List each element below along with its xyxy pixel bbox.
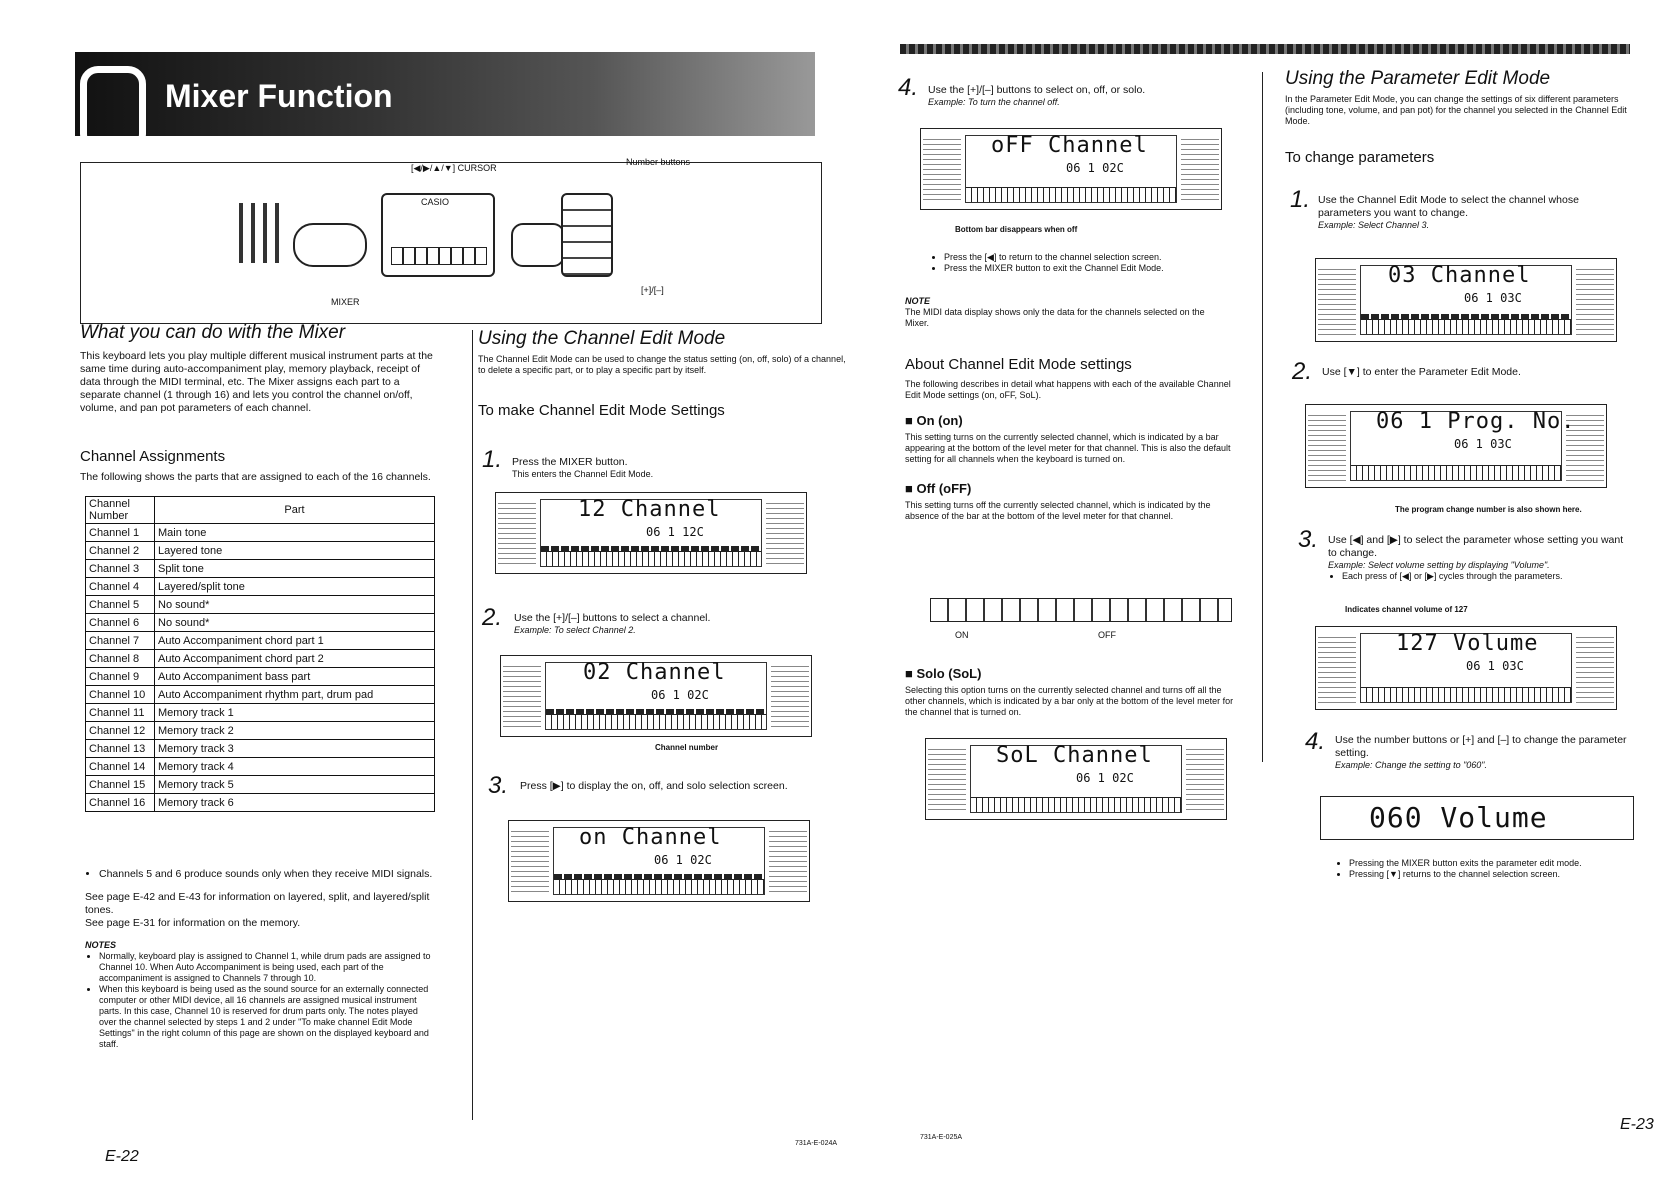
plus-minus-label: [+]/[–] xyxy=(641,285,664,295)
step-1-sub: This enters the Channel Edit Mode. xyxy=(512,469,654,479)
step-1-text: Press the MIXER button. xyxy=(512,456,628,468)
lcd-step-3 xyxy=(508,820,810,902)
table-row xyxy=(86,776,435,794)
part-cell: Auto Accompaniment bass part xyxy=(155,668,435,686)
table-row xyxy=(86,560,435,578)
step-2 xyxy=(514,612,844,636)
lcd-step-1-sub: 06 1 12C xyxy=(646,525,704,539)
assign-body: The following shows the parts that are assigned to each of the 16 channels. xyxy=(80,471,431,483)
what-body: This keyboard lets you play multiple different musical instrument parts at the same time during auto-accompaniment play, memory playback, receipt of data through the MIDI terminal, etc. The Mixer assigns each part to a separate channel (1 through 16) and lets you control the channel on/off, volume, and pan pot parameters of each channel. xyxy=(80,350,433,414)
step-4-number: 4. xyxy=(898,74,919,101)
lcd-step-3-text: on Channel xyxy=(579,825,722,850)
part-cell: Auto Accompaniment rhythm part, drum pad xyxy=(155,686,435,704)
bullet-return: • Press the [◀] to return to the channel selection screen. xyxy=(944,252,1244,263)
lcd-step-2 xyxy=(500,655,812,737)
head-channel: Channel Number xyxy=(86,497,155,524)
p-step-4-text: Use the number buttons or [+] and [–] to change the parameter setting. xyxy=(1335,734,1627,759)
channel-cell: Channel 9 xyxy=(86,668,155,686)
p-step-3-text: Use [◀] and [▶] to select the parameter whose setting you want to change. xyxy=(1328,534,1624,559)
channel-cell: Channel 13 xyxy=(86,740,155,758)
table-row xyxy=(86,632,435,650)
lcd-p-step-2 xyxy=(1305,404,1607,488)
solo-body: Selecting this option turns on the currently selected channel and turns off all the other channels, which is indicated by a bar only at the bottom of the level meter for the channel that is turned on. xyxy=(905,685,1234,717)
table-row xyxy=(86,542,435,560)
lcd-solo-text: SoL Channel xyxy=(996,743,1153,768)
table-row xyxy=(86,758,435,776)
channel-cell: Channel 10 xyxy=(86,686,155,704)
p-step-3 xyxy=(1328,534,1628,582)
code-left: 731A-E-024A xyxy=(795,1140,838,1147)
on-title: ■ On (on) xyxy=(905,413,963,428)
p-step-3-number: 3. xyxy=(1298,526,1319,553)
page-title: Mixer Function xyxy=(165,78,393,114)
solo-title: ■ Solo (SoL) xyxy=(905,666,982,681)
part-cell: Layered/split tone xyxy=(155,578,435,596)
table-row xyxy=(86,794,435,812)
speaker-left xyxy=(293,223,367,267)
code-right: 731A-E-025A xyxy=(920,1134,963,1141)
p-step-1-number: 1. xyxy=(1290,186,1311,213)
step-4-example: Example: To turn the channel off. xyxy=(928,97,1060,107)
about-section xyxy=(905,356,1235,522)
lcd-p-step-2-text: 06 1 Prog. No. xyxy=(1376,409,1576,434)
lcd-step-3-sub: 06 1 02C xyxy=(654,853,712,867)
what-title: What you can do with the Mixer xyxy=(80,322,346,343)
bullet-exit-param: • Pressing the MIXER button exits the parameter edit mode. xyxy=(1349,858,1649,869)
step-1 xyxy=(512,456,842,480)
off-label: OFF xyxy=(1098,630,1116,640)
see-e31: See page E-31 for information on the memory. xyxy=(85,917,301,929)
level-meter-strip xyxy=(930,598,1232,622)
channel-number-caption: Channel number xyxy=(655,743,719,752)
bullet-exit: • Press the MIXER button to exit the Channel Edit Mode. xyxy=(944,263,1244,274)
lcd-step-2-text: 02 Channel xyxy=(583,660,726,685)
step-4-bullets xyxy=(930,252,1244,274)
part-cell: No sound* xyxy=(155,614,435,632)
lcd-p-step-1-sub: 06 1 03C xyxy=(1464,291,1522,305)
p-step-2-text: Use [▼] to enter the Parameter Edit Mode. xyxy=(1322,366,1521,378)
solo-section xyxy=(905,666,1235,718)
keyboard-diagram xyxy=(80,157,822,324)
channel-cell: Channel 8 xyxy=(86,650,155,668)
lcd-step-4 xyxy=(920,128,1222,210)
solo-title-text: Solo (SoL) xyxy=(916,666,982,681)
part-cell: Memory track 4 xyxy=(155,758,435,776)
note-1: • Normally, keyboard play is assigned to Channel 1, while drum pads are assigned to Channel 10. When Auto Accompaniment is being used, each part of the accompaniment is assigned to Channels 7 through 10. xyxy=(99,951,435,984)
see-e42: See page E-42 and E-43 for information on layered, split, and layered/split tones. xyxy=(85,891,430,916)
part-cell: Split tone xyxy=(155,560,435,578)
make-settings-title: To make Channel Edit Mode Settings xyxy=(478,402,725,419)
channel-table xyxy=(85,496,435,812)
table-row xyxy=(86,596,435,614)
note-text: The MIDI data display shows only the data for the channels selected on the Mixer. xyxy=(905,307,1205,328)
mixer-label: MIXER xyxy=(331,297,360,307)
table-row xyxy=(86,686,435,704)
panel-buttons xyxy=(391,247,487,265)
channel-cell: Channel 11 xyxy=(86,704,155,722)
step-1-number: 1. xyxy=(482,446,503,473)
channel-cell: Channel 16 xyxy=(86,794,155,812)
head-part: Part xyxy=(155,497,435,524)
brand-logo: CASIO xyxy=(421,197,450,207)
number-keypad xyxy=(561,193,613,277)
step-4 xyxy=(928,84,1228,108)
panel-display xyxy=(381,193,495,277)
p-step-4-example: Example: Change the setting to "060". xyxy=(1335,760,1487,770)
table-row xyxy=(86,524,435,542)
cursor-pad xyxy=(511,223,565,267)
off-title: ■ Off (oFF) xyxy=(905,481,972,496)
page-number-right: E-23 xyxy=(1620,1116,1654,1133)
volume-note: Indicates channel volume of 127 xyxy=(1345,605,1468,614)
channel-cell: Channel 14 xyxy=(86,758,155,776)
on-title-text: On (on) xyxy=(916,413,963,428)
channel-cell: Channel 5 xyxy=(86,596,155,614)
lcd-p-step-4-text: 060 Volume xyxy=(1369,801,1548,834)
channel-cell: Channel 12 xyxy=(86,722,155,740)
p-step-1-text: Use the Channel Edit Mode to select the channel whose parameters you want to change. xyxy=(1318,194,1579,219)
on-body: This setting turns on the currently selected channel, which is indicated by a bar appearing at the bottom of the level meter for that channel. This is also the default setting for all channels when the keyboard is turned on. xyxy=(905,432,1231,464)
lcd-solo-sub: 06 1 02C xyxy=(1076,771,1134,785)
p-step-4-number: 4. xyxy=(1305,728,1326,755)
sliders xyxy=(231,203,279,263)
channel-cell: Channel 6 xyxy=(86,614,155,632)
about-title: About Channel Edit Mode settings xyxy=(905,356,1132,373)
cursor-label: [◀/▶/▲/▼] CURSOR xyxy=(411,163,497,173)
note-title: NOTE xyxy=(905,296,931,306)
footnote: • Channels 5 and 6 produce sounds only when they receive MIDI signals. xyxy=(99,868,435,881)
part-cell: Main tone xyxy=(155,524,435,542)
part-cell: Memory track 2 xyxy=(155,722,435,740)
bullet-return-param: • Pressing [▼] returns to the channel selection screen. xyxy=(1349,869,1649,880)
off-title-text: Off (oFF) xyxy=(916,481,972,496)
p-step-3-bullet: • Each press of [◀] or [▶] cycles through the parameters. xyxy=(1342,571,1628,582)
footnotes xyxy=(85,868,435,1050)
channel-table-wrap xyxy=(85,496,435,812)
p-step-2-number: 2. xyxy=(1292,358,1313,385)
note-block xyxy=(905,296,1225,329)
table-body xyxy=(86,524,435,812)
part-cell: Auto Accompaniment chord part 1 xyxy=(155,632,435,650)
lcd-p-step-2-sub: 06 1 03C xyxy=(1454,437,1512,451)
note-2: • When this keyboard is being used as the sound source for an externally connected computer or other MIDI device, all 16 channels are assigned musical instrument parts. In this case, Channel 10 is reserved for drum parts only. The notes played over the channel selected by steps 1 and 2 under "To make channel Edit Mode Settings" in the right column of this page are shown on the displayed keyboard and staff. xyxy=(99,984,435,1050)
about-body: The following describes in detail what happens with each of the available Channel Edit Mode settings (on, oFF, SoL). xyxy=(905,379,1231,400)
column-divider-1 xyxy=(472,330,473,1120)
part-cell: Memory track 1 xyxy=(155,704,435,722)
lcd-p-step-1-text: 03 Channel xyxy=(1388,263,1531,288)
p-step-1-example: Example: Select Channel 3. xyxy=(1318,220,1430,230)
lcd-p-step-3-sub: 06 1 03C xyxy=(1466,659,1524,673)
part-cell: No sound* xyxy=(155,596,435,614)
assign-section xyxy=(80,448,440,484)
p-step-4 xyxy=(1335,734,1635,771)
p-step-1 xyxy=(1318,194,1628,231)
notes-title: NOTES xyxy=(85,940,117,950)
part-cell: Memory track 3 xyxy=(155,740,435,758)
param-edit-section xyxy=(1285,68,1630,166)
lcd-step-4-text: oFF Channel xyxy=(991,133,1148,158)
page-number-left: E-22 xyxy=(105,1148,139,1165)
step-3-text: Press [▶] to display the on, off, and solo selection screen. xyxy=(520,780,788,792)
p-step-3-example: Example: Select volume setting by displaying "Volume". xyxy=(1328,560,1550,570)
table-row xyxy=(86,740,435,758)
table-row xyxy=(86,704,435,722)
param-edit-intro: In the Parameter Edit Mode, you can change the settings of six different parameters (including tone, volume, and pan pot) for the channel you selected in the Channel Edit Mode. xyxy=(1285,94,1627,126)
change-params-title: To change parameters xyxy=(1285,149,1435,166)
step-2-text: Use the [+]/[–] buttons to select a channel. xyxy=(514,612,711,624)
step-4-text: Use the [+]/[–] buttons to select on, off, or solo. xyxy=(928,84,1146,96)
channel-edit-intro: The Channel Edit Mode can be used to change the status setting (on, off, solo) of a channel, to delete a specific part, or to play a specific part by itself. xyxy=(478,354,846,375)
channel-edit-title: Using the Channel Edit Mode xyxy=(478,328,726,349)
part-cell: Layered tone xyxy=(155,542,435,560)
lcd-step-4-sub: 06 1 02C xyxy=(1066,161,1124,175)
channel-cell: Channel 1 xyxy=(86,524,155,542)
table-row xyxy=(86,578,435,596)
lcd-step-1 xyxy=(495,492,807,574)
channel-cell: Channel 15 xyxy=(86,776,155,794)
channel-edit-section xyxy=(478,328,850,419)
lcd-p-step-3 xyxy=(1315,626,1617,710)
step-3-number: 3. xyxy=(488,772,509,799)
bracket-icon xyxy=(80,66,146,152)
off-body: This setting turns off the currently selected channel, which is indicated by the absence of the bar at the bottom of the level meter for that channel. xyxy=(905,500,1211,521)
channel-cell: Channel 3 xyxy=(86,560,155,578)
assign-title: Channel Assignments xyxy=(80,448,226,465)
channel-cell: Channel 7 xyxy=(86,632,155,650)
prog-note: The program change number is also shown here. xyxy=(1395,505,1582,514)
bottom-bar-caption: Bottom bar disappears when off xyxy=(955,225,1078,234)
lcd-p-step-3-text: 127 Volume xyxy=(1396,631,1539,656)
part-cell: Memory track 5 xyxy=(155,776,435,794)
table-row xyxy=(86,722,435,740)
lcd-solo xyxy=(925,738,1227,820)
column-divider-2 xyxy=(1262,72,1263,762)
part-cell: Memory track 6 xyxy=(155,794,435,812)
param-bullets xyxy=(1335,858,1649,880)
channel-cell: Channel 4 xyxy=(86,578,155,596)
on-label: ON xyxy=(955,630,969,640)
what-section xyxy=(80,322,440,415)
top-band xyxy=(900,44,1630,54)
part-cell: Auto Accompaniment chord part 2 xyxy=(155,650,435,668)
table-row xyxy=(86,650,435,668)
lcd-step-1-text: 12 Channel xyxy=(578,497,721,522)
table-row xyxy=(86,614,435,632)
lcd-p-step-1 xyxy=(1315,258,1617,342)
channel-cell: Channel 2 xyxy=(86,542,155,560)
step-2-number: 2. xyxy=(482,604,503,631)
table-head xyxy=(86,497,435,524)
number-buttons-label: Number buttons xyxy=(626,157,691,167)
step-2-example: Example: To select Channel 2. xyxy=(514,625,636,635)
lcd-p-step-4 xyxy=(1320,796,1634,840)
param-edit-title: Using the Parameter Edit Mode xyxy=(1285,68,1551,89)
table-row xyxy=(86,668,435,686)
lcd-step-2-sub: 06 1 02C xyxy=(651,688,709,702)
